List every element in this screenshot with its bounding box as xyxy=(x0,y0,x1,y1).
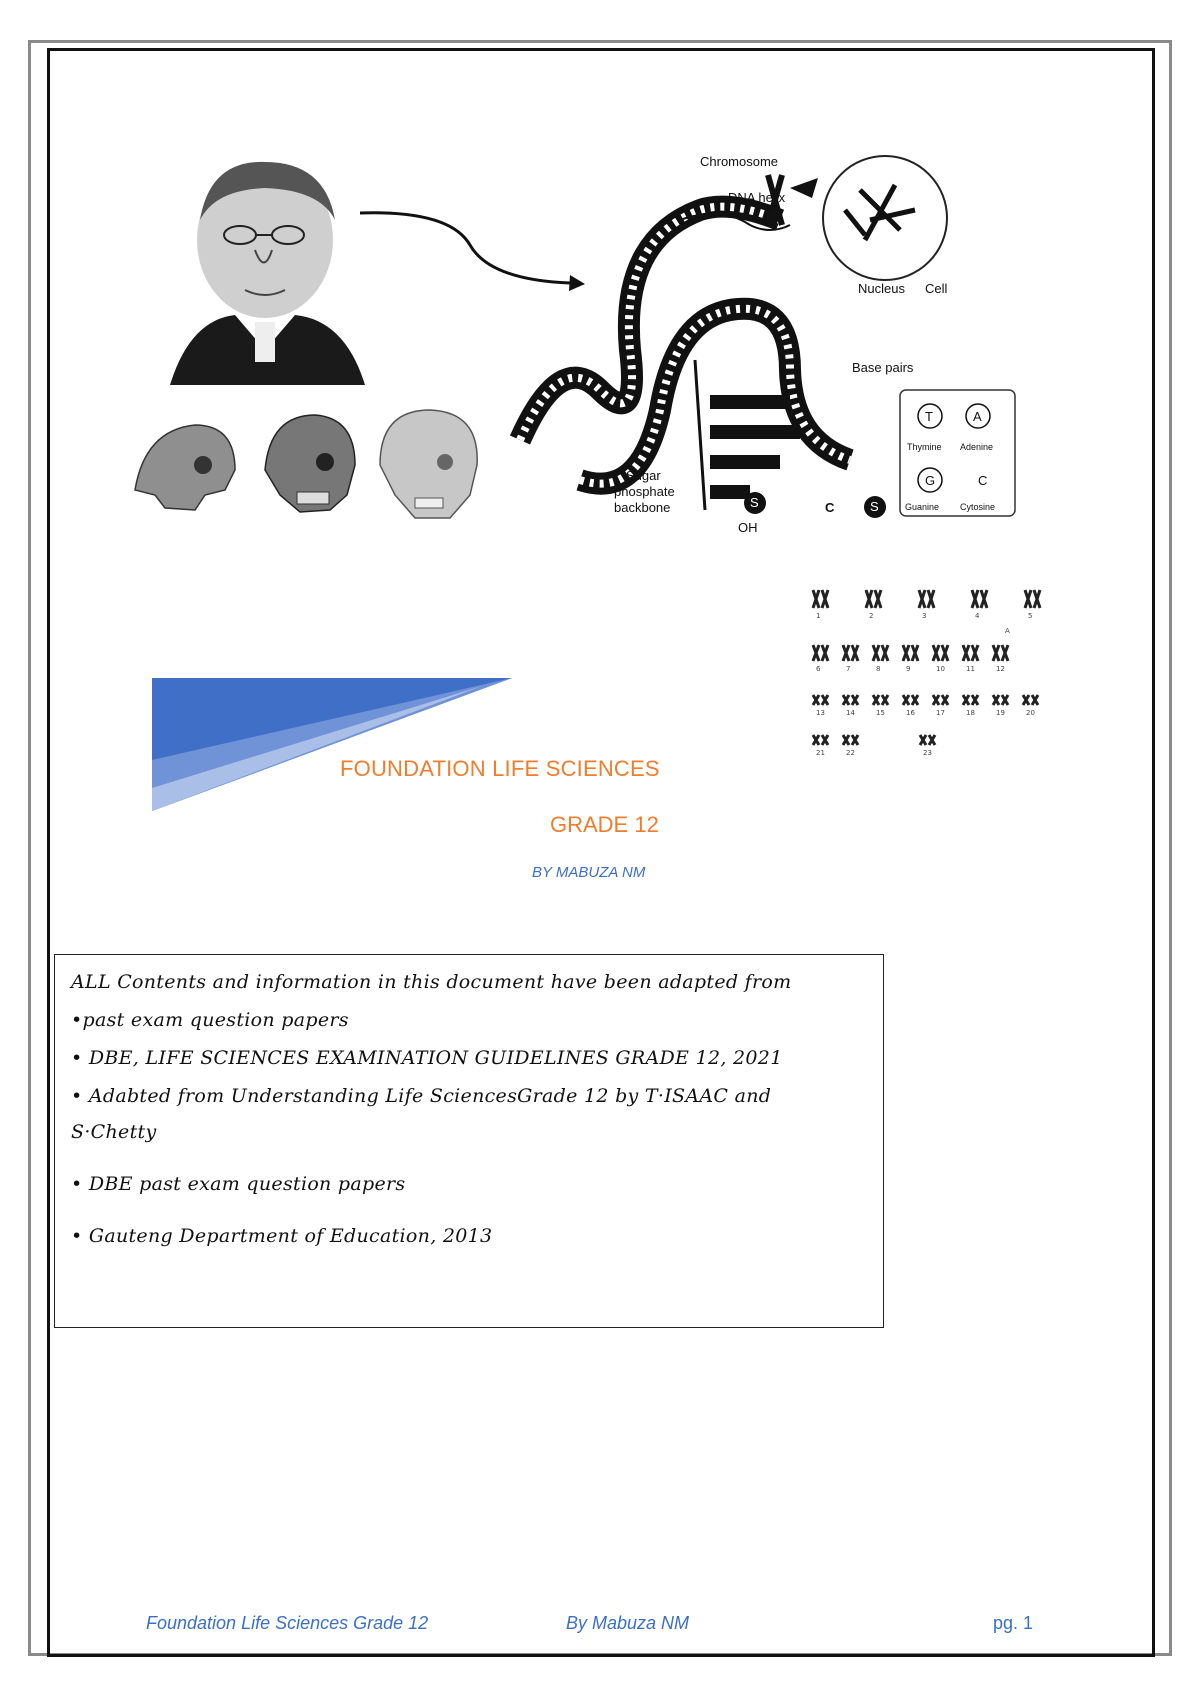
chromosome-number-label: 7 xyxy=(846,665,851,673)
chromosome-pair-icon xyxy=(993,695,1008,705)
chromosome-pair-icon xyxy=(963,645,978,661)
chromosome-number-label: 23 xyxy=(923,749,932,757)
phosphate-label: phosphate xyxy=(614,484,675,499)
chromosome-number-label: 5 xyxy=(1028,612,1033,620)
chromosome-number-label: 19 xyxy=(996,709,1005,717)
nucleus-label: Nucleus xyxy=(858,281,905,296)
chromosome-number-label: 16 xyxy=(906,709,915,717)
chromosome-label: Chromosome xyxy=(700,154,779,169)
chromosome-pair-icon xyxy=(813,695,828,705)
dna-helix-label: DNA helix xyxy=(728,190,786,205)
c-base-label: C xyxy=(978,473,988,488)
chromosome-number-label: 1 xyxy=(816,612,821,620)
sugar-label: Sugar xyxy=(626,468,661,483)
sources-intro: ALL Contents and information in this document have been adapted from xyxy=(71,971,792,993)
source-item: • DBE past exam question papers xyxy=(71,1173,406,1195)
chromosome-pair-icon xyxy=(843,735,858,745)
page-number: pg. 1 xyxy=(993,1613,1034,1633)
skull-2-icon xyxy=(265,415,355,512)
guanine-label: Guanine xyxy=(905,502,940,512)
document-author: BY MABUZA NM xyxy=(532,864,646,881)
chromosome-number-label: 8 xyxy=(876,665,881,673)
chromosome-pair-icon xyxy=(866,590,881,608)
adenine-label: Adenine xyxy=(960,442,994,452)
chromosome-pair-icon xyxy=(993,645,1008,661)
chromosome-pair-icon xyxy=(963,695,978,705)
chromosome-pair-icon xyxy=(813,735,828,745)
chromosome-pair-icon xyxy=(919,590,934,608)
footer-left: Foundation Life Sciences Grade 12 xyxy=(146,1613,429,1633)
document-title: FOUNDATION LIFE SCIENCES xyxy=(340,756,660,781)
chromosome-number-label: 14 xyxy=(846,709,855,717)
title-banner-graphic xyxy=(152,678,512,811)
portrait-image xyxy=(160,150,370,385)
chromosome-number-label: 2 xyxy=(869,612,874,620)
karyotype-image xyxy=(810,585,1055,760)
chromosome-pair-icon xyxy=(873,645,888,661)
source-item: • DBE, LIFE SCIENCES EXAMINATION GUIDELINES GRADE 12, 2021 xyxy=(71,1047,783,1069)
base-pairs-label: Base pairs xyxy=(852,360,914,375)
t-base-label: T xyxy=(925,409,933,424)
chromosome-pair-icon xyxy=(933,645,948,661)
s-label-2: S xyxy=(870,499,879,514)
chromosome-number-label: 10 xyxy=(936,665,945,673)
cytosine-label: Cytosine xyxy=(960,502,996,512)
chromosome-pair-icon xyxy=(920,735,935,745)
g-base-label: G xyxy=(925,473,936,488)
chromosome-number-label: 3 xyxy=(922,612,927,620)
chromosome-pair-icon xyxy=(843,695,858,705)
source-item: • Gauteng Department of Education, 2013 xyxy=(71,1225,493,1247)
chromosome-number-label: 22 xyxy=(846,749,855,757)
document-grade: GRADE 12 xyxy=(550,812,659,837)
chromosome-number-label: 15 xyxy=(876,709,885,717)
chromosome-number-label: 13 xyxy=(816,709,825,717)
chromosome-number-label: 6 xyxy=(816,665,821,673)
chromosome-number-label: 4 xyxy=(975,612,980,620)
thymine-label: Thymine xyxy=(907,442,942,452)
chromosome-pair-icon xyxy=(1025,590,1040,608)
a-base-label: A xyxy=(973,409,982,424)
chromosome-pair-icon xyxy=(903,645,918,661)
dna-structure-diagram xyxy=(500,150,1020,540)
cell-label: Cell xyxy=(925,281,948,296)
footer-center: By Mabuza NM xyxy=(566,1613,690,1633)
chromosome-pair-icon xyxy=(843,645,858,661)
oh-label: OH xyxy=(738,520,758,535)
chromosome-pair-icon xyxy=(813,590,828,608)
sources-box xyxy=(54,954,884,1328)
chromosome-pair-icon xyxy=(903,695,918,705)
chromosome-number-label: 20 xyxy=(1026,709,1035,717)
c-label: C xyxy=(825,500,835,515)
source-item: • Adabted from Understanding Life SciencesGrade 12 by T·ISAAC and xyxy=(71,1085,772,1107)
skull-1-icon xyxy=(135,425,235,510)
skull-evolution-image xyxy=(125,400,495,530)
chromosome-number-label: 11 xyxy=(966,665,975,673)
s-label-1: S xyxy=(750,495,759,510)
chromosome-pair-icon xyxy=(972,590,987,608)
chromosome-pair-icon xyxy=(933,695,948,705)
chromosome-pair-icon xyxy=(1023,695,1038,705)
source-item-continued: S·Chetty xyxy=(71,1121,157,1143)
skull-3-icon xyxy=(380,410,477,518)
chromosome-number-label: 21 xyxy=(816,749,825,757)
source-item: •past exam question papers xyxy=(71,1009,349,1031)
chromosome-pair-icon xyxy=(813,645,828,661)
chromosome-number-label: 12 xyxy=(996,665,1005,673)
chromosome-pair-icon xyxy=(873,695,888,705)
chromosome-number-label: 17 xyxy=(936,709,945,717)
chromosome-number-label: 18 xyxy=(966,709,975,717)
chromosome-number-label: 9 xyxy=(906,665,911,673)
karyotype-marker-label: A xyxy=(1005,627,1010,635)
backbone-label: backbone xyxy=(614,500,671,515)
